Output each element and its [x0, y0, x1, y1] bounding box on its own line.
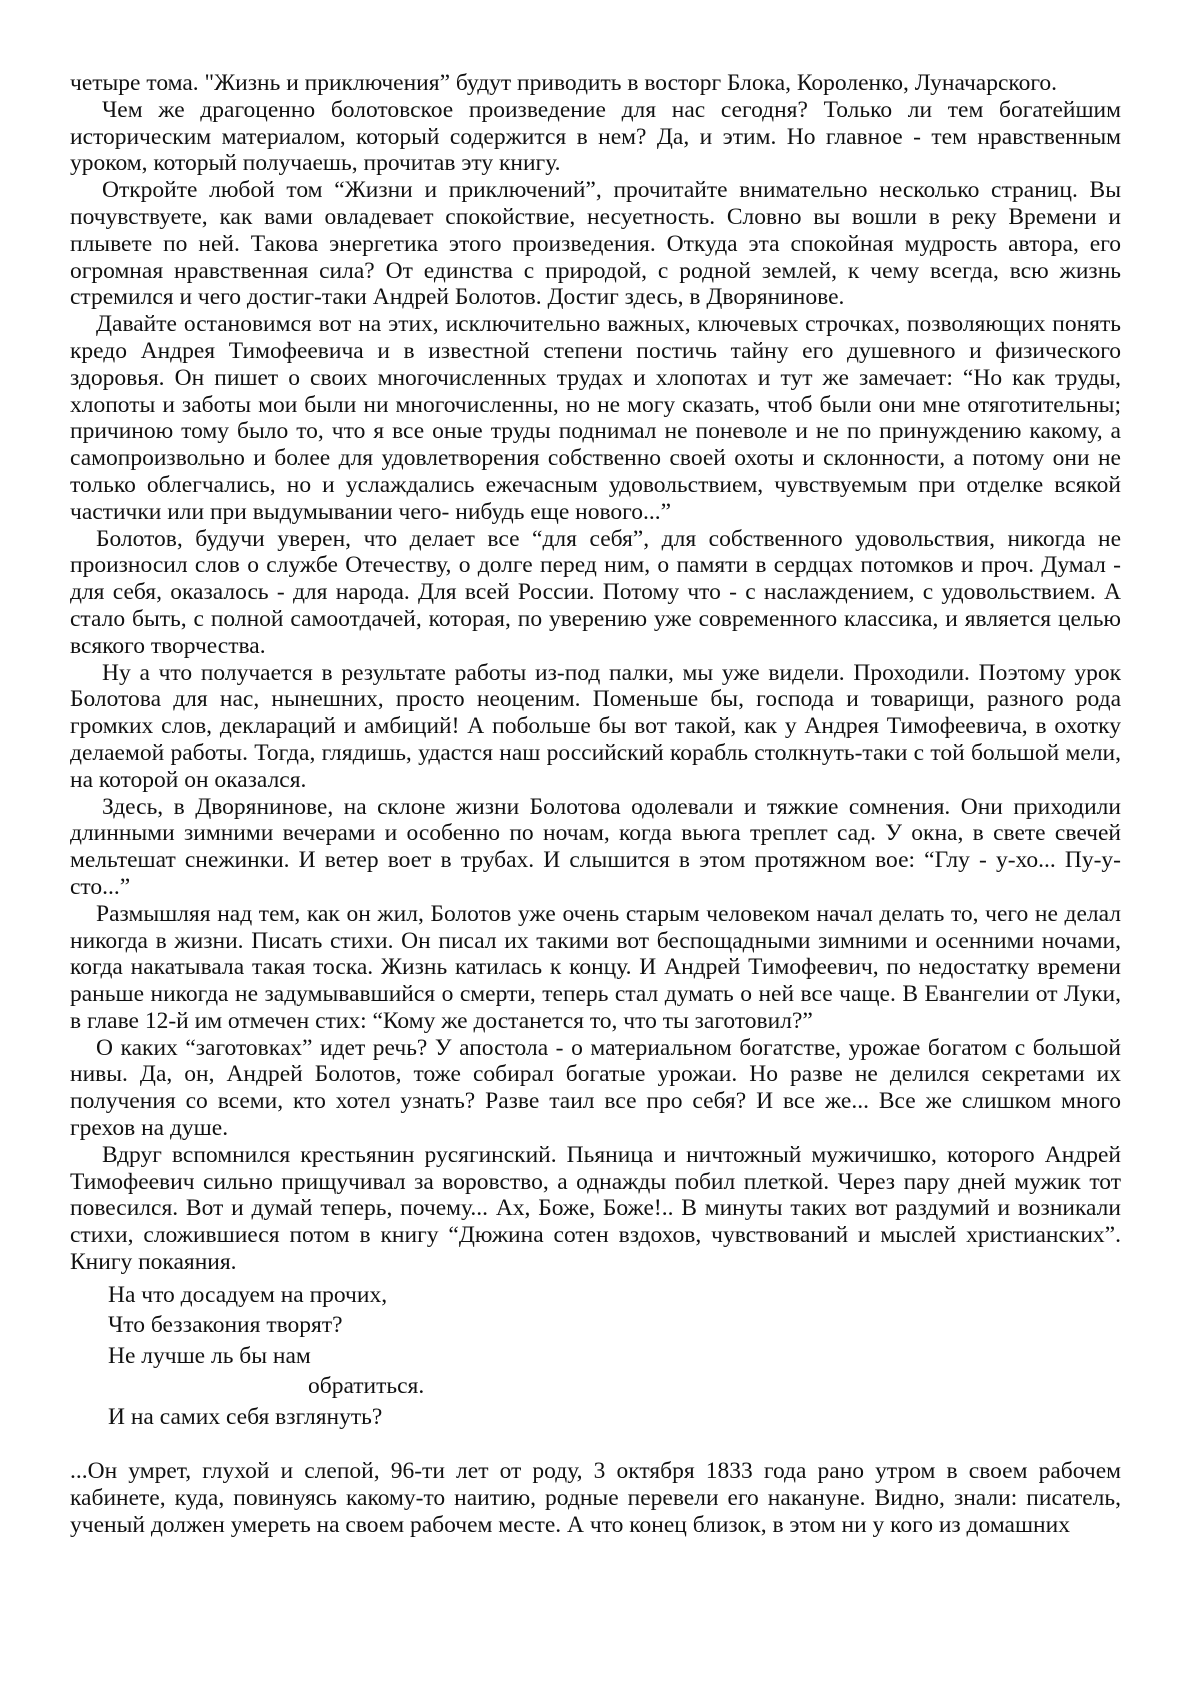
paragraph: Давайте остановимся вот на этих, исключительно важных, ключевых строчках, позволяющих понять кредо Андрея Тимофеевича и в известной степени постичь тайну его душевного и физического здоровья. Он пишет о своих многочисленных трудах и хлопотах и тут же замечает: “Но как труды, хлопоты и заботы мои были ни многочисленны, но не могу сказать, чтоб были они мне отяготительны; причиною тому было то, что я все оные труды поднимал не поневоле и не по принуждению какому, а самопроизвольно и более для удовлетворения собственно своей охоты и склонности, а потому они не только облегчались, но и услаждались ежечасным удовольствием, чувствуемым при отделке всякой частички или при выдумывании чего- нибудь еще нового...”: [70, 311, 1121, 525]
paragraph: Размышляя над тем, как он жил, Болотов уже очень старым человеком начал делать то, чего не делал никогда в жизни. Писать стихи. Он писал их такими вот беспощадными зимними и осенними ночами, когда накатывала такая тоска. Жизнь катилась к концу. И Андрей Тимофеевич, по недостатку времени раньше никогда не задумывавшийся о смерти, теперь стал думать о ней все чаще. В Евангелии от Луки, в главе 12-й им отмечен стих: “Кому же достанется то, что ты заготовил?”: [70, 900, 1121, 1034]
paragraph: Здесь, в Дворянинове, на склоне жизни Болотова одолевали и тяжкие сомнения. Они приходили длинными зимними вечерами и особенно по ночам, когда вьюга треплет сад. У окна, в свете свечей мельтешат снежинки. И ветер воет в трубах. И слышится в этом протяжном вое: “Глу - у-хо... Пу-у-сто...”: [70, 793, 1121, 900]
paragraph: Вдруг вспомнился крестьянин русягинский. Пьяница и ничтожный мужичишко, которого Андрей Тимофеевич сильно прищучивал за воровство, а однажды побил плеткой. Через пару дней мужик тот повесился. Вот и думай теперь, почему... Ах, Боже, Боже!.. В минуты таких вот раздумий и возникали стихи, сложившиеся потом в книгу “Дюжина сотен вздохов, чувствований и мыслей христианских”. Книгу покаяния.: [70, 1141, 1121, 1276]
poem-line: И на самих себя взглянуть?: [108, 1403, 383, 1430]
closing-paragraph: ...Он умрет, глухой и слепой, 96-ти лет от роду, 3 октября 1833 года рано утром в своем рабочем кабинете, куда, повинуясь какому-то наитию, родные перевели его накануне. Видно, знали: писатель, ученый должен умереть на своем рабочем месте. А что конец близок, в этом ни у кого из домашних: [70, 1458, 1121, 1538]
paragraph: Болотов, будучи уверен, что делает все “для себя”, для собственного удовольствия, никогда не произносил слов о службе Отечеству, о долге перед ним, о памяти в сердцах потомков и проч. Думал - для себя, оказалось - для народа. Для всей России. Потому что - с наслаждением, с удовольствием. А стало быть, с полной самоотдачей, которая, по уверению уже современного классика, и является целью всякого творчества.: [70, 525, 1121, 659]
poem-line: Не лучше ль бы нам: [108, 1342, 311, 1369]
paragraph-gap: [70, 1432, 1121, 1458]
paragraph: четыре тома. "Жизнь и приключения” будут приводить в восторг Блока, Короленко, Луначарского.: [70, 70, 1058, 96]
poem-line: Что беззакония творят?: [108, 1312, 343, 1339]
paragraph: Ну а что получается в результате работы из-под палки, мы уже видели. Проходили. Поэтому урок Болотова для нас, нынешних, просто неоценим. Поменьше бы, господа и товарищи, разного рода громких слов, деклараций и амбиций! А побольше бы вот такой, как у Андрея Тимофеевича, в охотку делаемой работы. Тогда, глядишь, удастся наш российский корабль столкнуть-таки с той большой мели, на которой он оказался.: [70, 659, 1121, 793]
poem: [70, 1280, 1121, 1433]
poem-line: обратиться.: [308, 1373, 425, 1400]
paragraph: Откройте любой том “Жизни и приключений”, прочитайте внимательно несколько страниц. Вы почувствуете, как вами овладевает спокойствие, несуетность. Словно вы вошли в реку Времени и плывете по ней. Такова энергетика этого произведения. Откуда эта спокойная мудрость автора, его огромная нравственная сила? От единства с природой, с родной землей, к чему всегда, всю жизнь стремился и чего достиг-таки Андрей Болотов. Достиг здесь, в Дворянинове.: [70, 177, 1121, 311]
paragraph: Чем же драгоценно болотовское произведение для нас сегодня? Только ли тем богатейшим историческим материалом, который содержится в нем? Да, и этим. Но главное - тем нравственным уроком, который получаешь, прочитав эту книгу.: [70, 96, 1121, 177]
paragraph: О каких “заготовках” идет речь? У апостола - о материальном богатстве, урожае богатом с большой нивы. Да, он, Андрей Болотов, тоже собирал богатые урожаи. Но разве не делился секретами их получения со всеми, кто хотел узнать? Разве таил все про себя? И все же... Все же слишком много грехов на душе.: [70, 1034, 1121, 1142]
poem-line: На что досадуем на прочих,: [108, 1281, 388, 1308]
